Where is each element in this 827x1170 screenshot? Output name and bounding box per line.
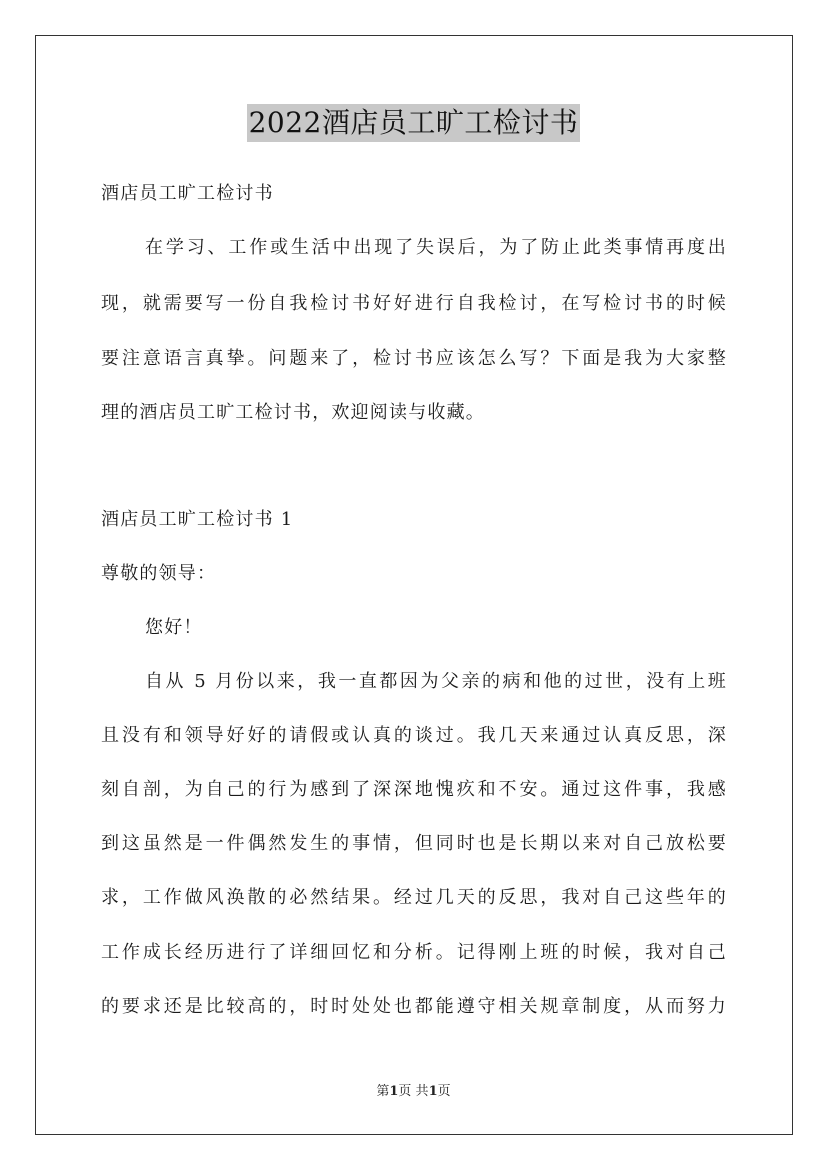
footer-page-mid: 页 共 [398,1084,429,1099]
body-line: 到这虽然是一件偶然发生的事情，但同时也是长期以来对自己放松要 [101,833,727,854]
intro-line: 现，就需要写一份自我检讨书好好进行自我检讨，在写检讨书的时候 [101,293,727,314]
section-title: 酒店员工旷工检讨书 1 [101,509,294,530]
intro-line: 要注意语言真挚。问题来了，检讨书应该怎么写？下面是我为大家整 [101,348,727,369]
body-line: 的要求还是比较高的，时时处处也都能遵守相关规章制度，从而努力 [101,996,727,1017]
footer-page-current: 1 [389,1084,399,1099]
intro-line: 理的酒店员工旷工检讨书，欢迎阅读与收藏。 [101,402,485,423]
body-line: 且没有和领导好好的请假或认真的谈过。我几天来通过认真反思，深 [101,725,727,746]
title-container [0,104,827,142]
subtitle: 酒店员工旷工检讨书 [101,183,274,204]
greeting: 您好！ [145,617,203,638]
body-line: 自从 5 月份以来，我一直都因为父亲的病和他的过世，没有上班 [145,671,727,692]
body-line: 刻自剖，为自己的行为感到了深深地愧疚和不安。通过这件事，我感 [101,779,727,800]
footer-page-total: 1 [428,1084,438,1099]
page-footer [0,1083,827,1101]
intro-line: 在学习、工作或生活中出现了失误后，为了防止此类事情再度出 [145,237,727,258]
salutation: 尊敬的领导： [101,563,217,584]
document-title: 2022酒店员工旷工检讨书 [247,104,581,142]
body-line: 工作成长经历进行了详细回忆和分析。记得刚上班的时候，我对自己 [101,942,727,963]
body-line: 求，工作做风涣散的必然结果。经过几天的反思，我对自己这些年的 [101,887,727,908]
footer-page-prefix: 第 [376,1084,390,1099]
footer-page-suffix: 页 [437,1084,451,1099]
